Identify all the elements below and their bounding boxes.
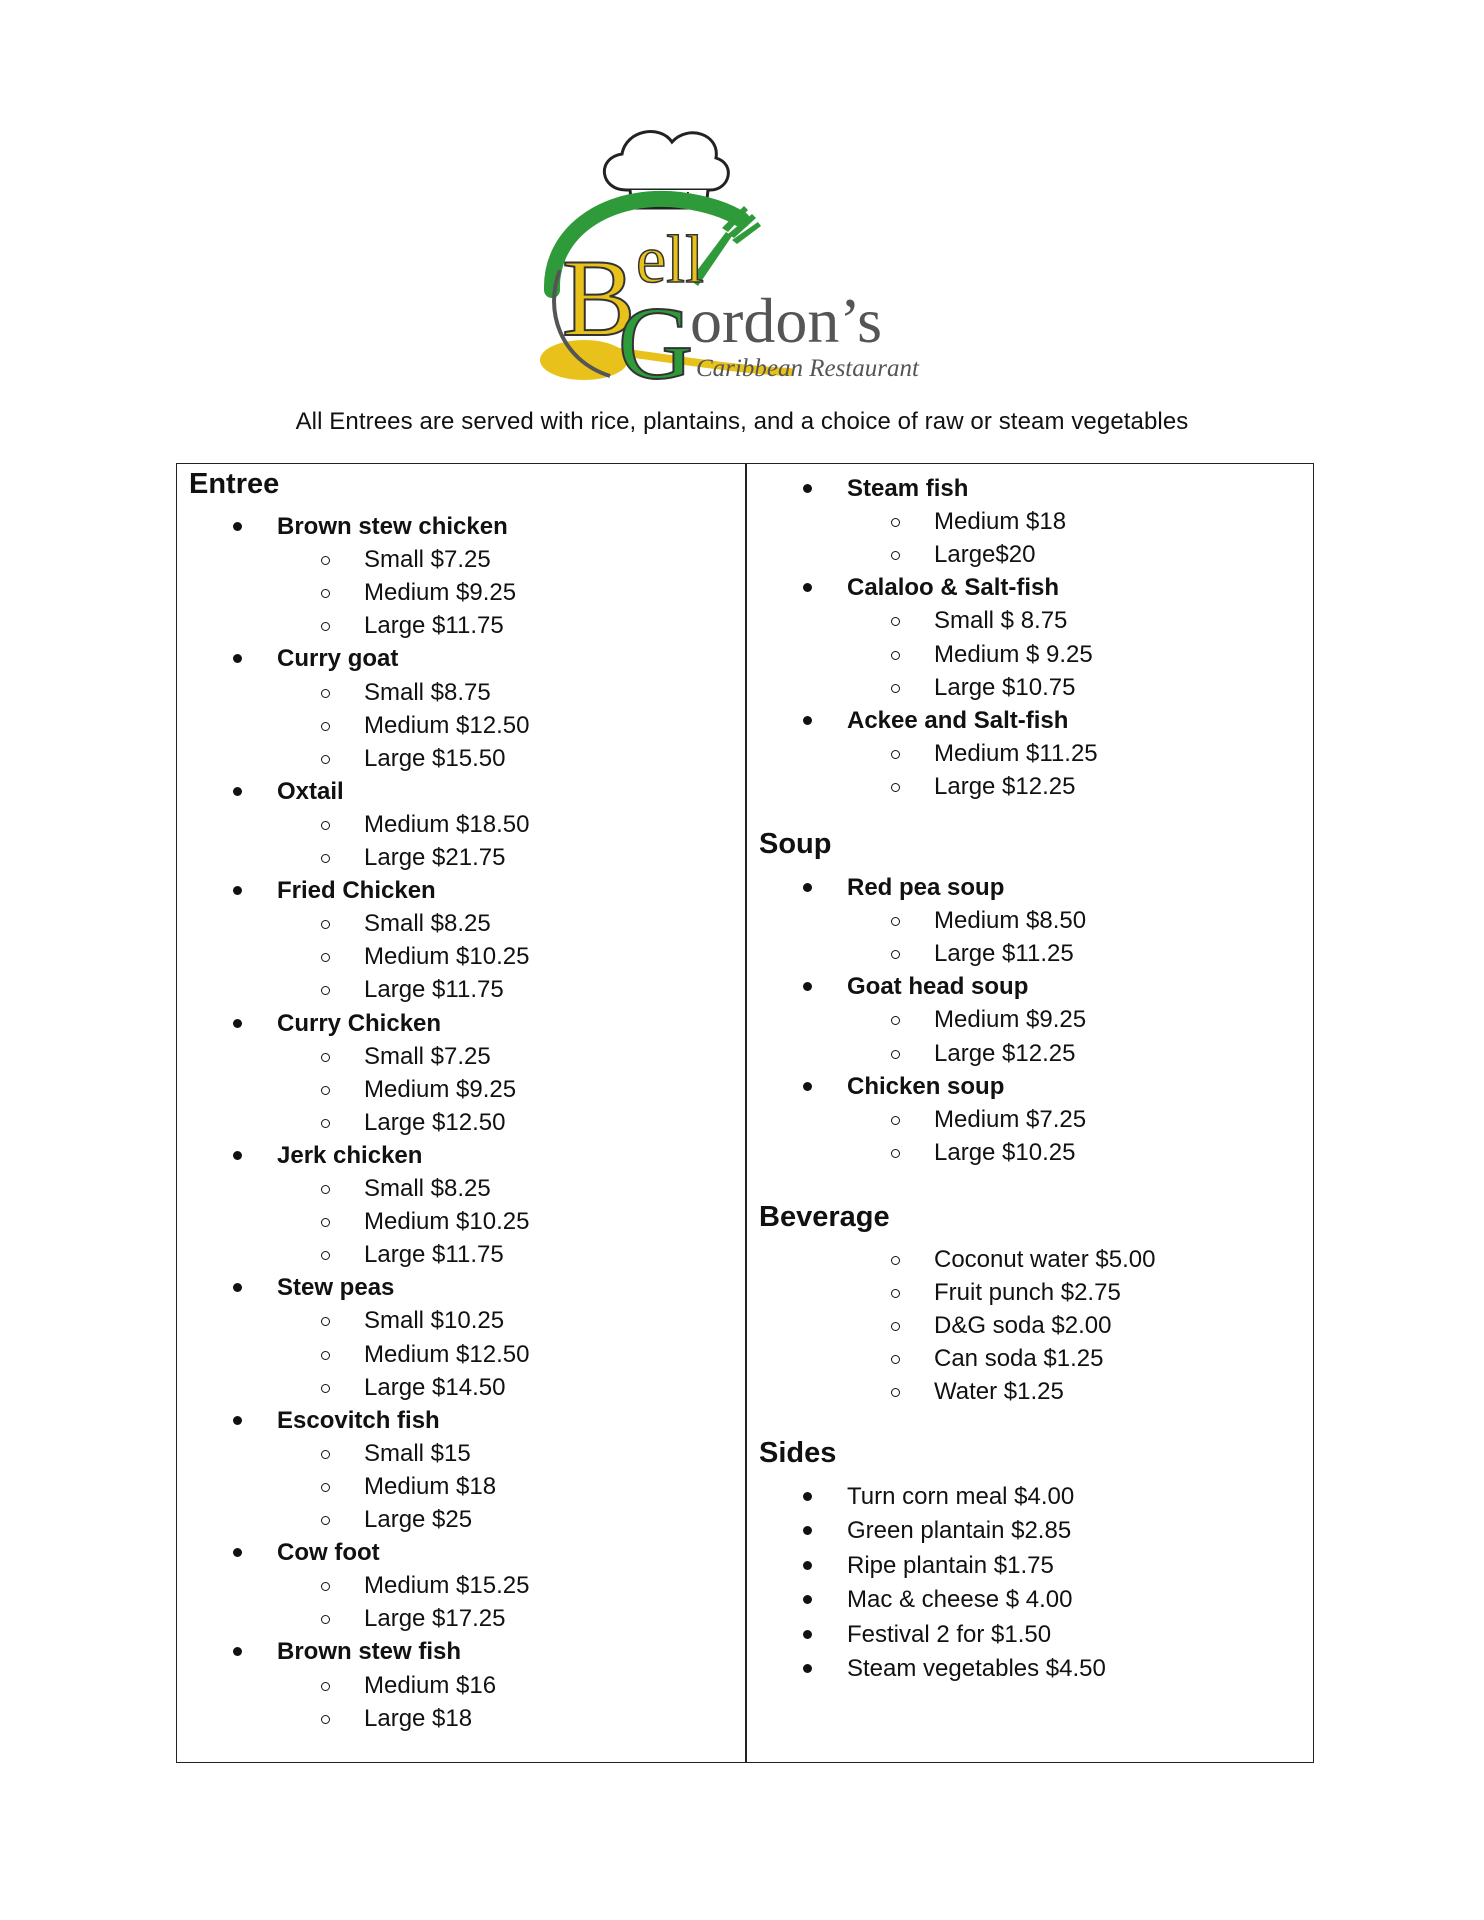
bullet-circle-icon xyxy=(891,1149,900,1158)
bullet-circle-icon xyxy=(321,1715,330,1724)
menu-option-price: Large $11.75 xyxy=(364,612,504,640)
menu-item xyxy=(759,571,1299,604)
menu-item-name: Escovitch fish xyxy=(277,1406,440,1434)
bullet-dot-icon xyxy=(803,583,812,592)
bullet-circle-icon xyxy=(321,1450,330,1459)
bullet-dot-icon xyxy=(803,1595,812,1604)
menu-option xyxy=(189,1669,729,1702)
menu-item xyxy=(189,1404,729,1437)
bullet-circle-icon xyxy=(321,589,330,598)
menu-option-price: Coconut water $5.00 xyxy=(934,1246,1156,1273)
menu-item-name: Red pea soup xyxy=(847,874,1005,901)
menu-item xyxy=(759,871,1299,904)
bullet-circle-icon xyxy=(321,854,330,863)
menu-item-name: Jerk chicken xyxy=(277,1141,423,1169)
menu-option-price: Medium $7.25 xyxy=(934,1105,1087,1133)
menu-option-price: Small $8.25 xyxy=(364,910,491,938)
menu-option xyxy=(759,1583,1299,1616)
menu-option xyxy=(189,940,729,973)
menu-option xyxy=(189,1437,729,1470)
bullet-dot-icon xyxy=(803,982,812,991)
logo-graphic xyxy=(530,120,960,390)
logo-letter-g: G xyxy=(618,286,694,390)
bullet-circle-icon xyxy=(891,1289,900,1298)
menu-option xyxy=(189,1304,729,1337)
menu-item xyxy=(759,472,1299,505)
menu-option xyxy=(189,576,729,609)
menu-option-price: Large $12.25 xyxy=(934,1039,1076,1067)
menu-option-price: Medium $16 xyxy=(364,1671,497,1699)
menu-option xyxy=(189,1172,729,1205)
menu-item xyxy=(189,1271,729,1304)
menu-option xyxy=(189,742,729,775)
menu-option-price: Large $14.50 xyxy=(364,1373,506,1401)
menu-item xyxy=(189,1536,729,1569)
menu-item xyxy=(189,1635,729,1668)
menu-option xyxy=(759,671,1299,704)
menu-option xyxy=(189,1238,729,1271)
menu-option-price: Turn corn meal $4.00 xyxy=(847,1483,1075,1510)
menu-option xyxy=(189,709,729,742)
bullet-circle-icon xyxy=(321,556,330,565)
menu-option xyxy=(759,1003,1299,1036)
menu-item-name: Goat head soup xyxy=(847,973,1029,1001)
menu-item-name: Curry Chicken xyxy=(277,1009,442,1037)
menu-option-price: Small $10.25 xyxy=(364,1307,505,1335)
menu-option-price: Large $17.25 xyxy=(364,1605,506,1633)
menu-option xyxy=(189,1503,729,1536)
logo-letter-b: B xyxy=(562,237,636,359)
section-title-entree: Entree xyxy=(189,468,280,500)
column-divider xyxy=(745,464,747,1762)
bullet-circle-icon xyxy=(891,750,900,759)
menu-item-name: Calaloo & Salt-fish xyxy=(847,574,1060,602)
menu-option-price: Water $1.25 xyxy=(934,1378,1064,1406)
bullet-circle-icon xyxy=(891,684,900,693)
menu-option-price: Small $7.25 xyxy=(364,1042,491,1070)
menu-option-price: Fruit punch $2.75 xyxy=(934,1279,1121,1307)
bullet-dot-icon xyxy=(233,1019,242,1028)
section-title-beverage: Beverage xyxy=(759,1201,890,1233)
menu-option-price: Medium $10.25 xyxy=(364,943,530,971)
menu-option-price: Festival 2 for $1.50 xyxy=(847,1620,1052,1648)
menu-option xyxy=(189,1106,729,1139)
bullet-dot-icon xyxy=(803,1526,812,1535)
bullet-dot-icon xyxy=(803,1492,812,1501)
menu-option-price: Large $11.25 xyxy=(934,940,1074,968)
bullet-circle-icon xyxy=(321,1384,330,1393)
menu-option xyxy=(189,1073,729,1106)
menu-option xyxy=(189,1371,729,1404)
menu-item xyxy=(189,1007,729,1040)
menu-item-name: Fried Chicken xyxy=(277,877,436,905)
restaurant-logo xyxy=(530,120,960,390)
bullet-circle-icon xyxy=(321,722,330,731)
menu-option xyxy=(189,973,729,1006)
menu-option xyxy=(759,538,1299,571)
bullet-circle-icon xyxy=(891,1388,900,1397)
menu-item-name: Cow foot xyxy=(277,1539,380,1567)
section-title-sides: Sides xyxy=(759,1437,837,1469)
bullet-circle-icon xyxy=(891,1322,900,1331)
menu-item xyxy=(759,1070,1299,1103)
menu-option xyxy=(189,841,729,874)
menu-item xyxy=(189,1139,729,1172)
bullet-dot-icon xyxy=(233,1416,242,1425)
menu-item xyxy=(189,874,729,907)
menu-option-price: Large $18 xyxy=(364,1704,473,1732)
menu-option xyxy=(189,1702,729,1735)
bullet-circle-icon xyxy=(891,783,900,792)
menu-option-price: Ripe plantain $1.75 xyxy=(847,1551,1054,1579)
bullet-circle-icon xyxy=(891,617,900,626)
section-title-soup: Soup xyxy=(759,828,832,860)
logo-tagline: Caribbean Restaurant xyxy=(696,355,919,382)
menu-option-price: Medium $18 xyxy=(934,508,1067,536)
menu-option-price: Large $11.75 xyxy=(364,1241,504,1269)
menu-item xyxy=(759,970,1299,1003)
menu-item-name: Brown stew chicken xyxy=(277,513,508,540)
menu-option-price: Green plantain $2.85 xyxy=(847,1517,1072,1545)
menu-option-price: Medium $11.25 xyxy=(934,739,1098,767)
menu-option xyxy=(189,676,729,709)
bullet-circle-icon xyxy=(891,1016,900,1025)
menu-option-price: Medium $9.25 xyxy=(934,1006,1087,1034)
menu-option-price: Large $11.75 xyxy=(364,976,504,1004)
bullet-circle-icon xyxy=(321,1218,330,1227)
bullet-circle-icon xyxy=(891,1355,900,1364)
menu-option xyxy=(759,1103,1299,1136)
menu-option-price: Large $10.75 xyxy=(934,673,1076,701)
menu-item-name: Oxtail xyxy=(277,777,344,805)
menu-option xyxy=(189,1602,729,1635)
menu-item xyxy=(759,704,1299,737)
menu-option-price: Medium $12.50 xyxy=(364,711,530,739)
bullet-circle-icon xyxy=(321,920,330,929)
menu-item xyxy=(189,775,729,808)
menu-option xyxy=(759,604,1299,637)
bullet-circle-icon xyxy=(321,1185,330,1194)
menu-option-price: Can soda $1.25 xyxy=(934,1345,1104,1373)
menu-option xyxy=(759,737,1299,770)
bullet-dot-icon xyxy=(233,1151,242,1160)
menu-option xyxy=(189,1040,729,1073)
menu-option-price: Small $ 8.75 xyxy=(934,607,1068,635)
menu-item-name: Stew peas xyxy=(277,1274,395,1302)
bullet-circle-icon xyxy=(891,551,900,560)
menu-option-price: Small $15 xyxy=(364,1439,471,1467)
menu-option xyxy=(189,1470,729,1503)
menu-option xyxy=(759,505,1299,538)
bullet-dot-icon xyxy=(803,716,812,725)
menu-item-name: Curry goat xyxy=(277,645,399,673)
menu-option-price: Large $21.75 xyxy=(364,844,506,871)
menu-option xyxy=(759,1342,1299,1375)
menu-option-price: Medium $10.25 xyxy=(364,1208,530,1236)
menu-item-name: Steam fish xyxy=(847,475,969,502)
bullet-circle-icon xyxy=(321,755,330,764)
menu-option-price: Medium $15.25 xyxy=(364,1572,530,1600)
menu-option-price: Medium $8.50 xyxy=(934,907,1087,935)
menu-item xyxy=(189,510,729,543)
bullet-dot-icon xyxy=(803,1664,812,1673)
menu-option xyxy=(759,1136,1299,1169)
bullet-circle-icon xyxy=(321,1582,330,1591)
menu-option xyxy=(189,808,729,841)
menu-option xyxy=(759,937,1299,970)
menu-option-price: Small $8.75 xyxy=(364,678,491,706)
menu-option xyxy=(189,1338,729,1371)
bullet-dot-icon xyxy=(233,787,242,796)
bullet-circle-icon xyxy=(321,1682,330,1691)
menu-option-price: Medium $18 xyxy=(364,1472,497,1500)
menu-option xyxy=(759,1309,1299,1342)
bullet-dot-icon xyxy=(233,522,242,531)
menu-option xyxy=(759,638,1299,671)
bullet-circle-icon xyxy=(891,1256,900,1265)
menu-option xyxy=(759,770,1299,803)
bullet-circle-icon xyxy=(321,1251,330,1260)
menu-option xyxy=(759,1549,1299,1582)
menu-option xyxy=(759,1514,1299,1547)
menu-option xyxy=(759,1480,1299,1513)
menu-item xyxy=(189,642,729,675)
bullet-dot-icon xyxy=(803,883,812,892)
menu-option-price: Steam vegetables $4.50 xyxy=(847,1655,1106,1682)
menu-option-price: Large$20 xyxy=(934,541,1036,569)
menu-option xyxy=(759,1276,1299,1309)
bullet-circle-icon xyxy=(891,917,900,926)
bullet-circle-icon xyxy=(321,1483,330,1492)
menu-option-price: Medium $ 9.25 xyxy=(934,640,1093,668)
menu-option xyxy=(189,907,729,940)
menu-option-price: Medium $9.25 xyxy=(364,1075,517,1103)
bullet-circle-icon xyxy=(321,986,330,995)
bullet-circle-icon xyxy=(321,1351,330,1360)
bullet-circle-icon xyxy=(321,953,330,962)
menu-option xyxy=(759,1618,1299,1651)
bullet-circle-icon xyxy=(321,1119,330,1128)
menu-option xyxy=(759,1037,1299,1070)
bullet-circle-icon xyxy=(321,689,330,698)
menu-option-price: D&G soda $2.00 xyxy=(934,1312,1112,1340)
menu-option xyxy=(759,904,1299,937)
bullet-circle-icon xyxy=(891,1050,900,1059)
bullet-dot-icon xyxy=(803,484,812,493)
bullet-dot-icon xyxy=(803,1630,812,1639)
menu-option-price: Large $10.25 xyxy=(934,1138,1076,1166)
bullet-dot-icon xyxy=(233,1548,242,1557)
bullet-circle-icon xyxy=(321,1615,330,1624)
logo-word1-rest: ell xyxy=(636,221,704,297)
bullet-circle-icon xyxy=(321,622,330,631)
menu-option xyxy=(759,1652,1299,1685)
bullet-circle-icon xyxy=(891,518,900,527)
bullet-circle-icon xyxy=(321,1053,330,1062)
entree-note: All Entrees are served with rice, plantains, and a choice of raw or steam vegetables xyxy=(295,408,1189,435)
bullet-circle-icon xyxy=(891,1116,900,1125)
bullet-dot-icon xyxy=(233,886,242,895)
menu-option xyxy=(189,1569,729,1602)
bullet-dot-icon xyxy=(233,1647,242,1656)
menu-option-price: Large $15.50 xyxy=(364,744,506,772)
menu-item-name: Ackee and Salt-fish xyxy=(847,706,1069,734)
bullet-circle-icon xyxy=(321,821,330,830)
menu-option-price: Large $12.25 xyxy=(934,772,1076,800)
menu-option-price: Mac & cheese $ 4.00 xyxy=(847,1586,1073,1614)
bullet-circle-icon xyxy=(321,1317,330,1326)
menu-option-price: Large $12.50 xyxy=(364,1108,506,1136)
bullet-circle-icon xyxy=(891,651,900,660)
menu-item-name: Brown stew fish xyxy=(277,1638,462,1666)
menu-option-price: Small $7.25 xyxy=(364,546,491,574)
bullet-dot-icon xyxy=(803,1082,812,1091)
menu-option-price: Medium $12.50 xyxy=(364,1340,530,1368)
menu-option-price: Medium $9.25 xyxy=(364,579,517,607)
menu-option-price: Large $25 xyxy=(364,1506,473,1533)
menu-option xyxy=(759,1243,1299,1276)
menu-item-name: Chicken soup xyxy=(847,1072,1005,1100)
menu-option xyxy=(759,1375,1299,1408)
bullet-circle-icon xyxy=(891,950,900,959)
menu-option xyxy=(189,609,729,642)
menu-option xyxy=(189,543,729,576)
logo-word2-rest: ordon’s xyxy=(690,285,882,356)
menu-option-price: Small $8.25 xyxy=(364,1175,491,1202)
menu-table xyxy=(176,463,1314,1763)
bullet-dot-icon xyxy=(233,1283,242,1292)
bullet-dot-icon xyxy=(233,654,242,663)
bullet-circle-icon xyxy=(321,1086,330,1095)
bullet-circle-icon xyxy=(321,1516,330,1525)
bullet-dot-icon xyxy=(803,1561,812,1570)
menu-option xyxy=(189,1205,729,1238)
menu-option-price: Medium $18.50 xyxy=(364,810,530,838)
